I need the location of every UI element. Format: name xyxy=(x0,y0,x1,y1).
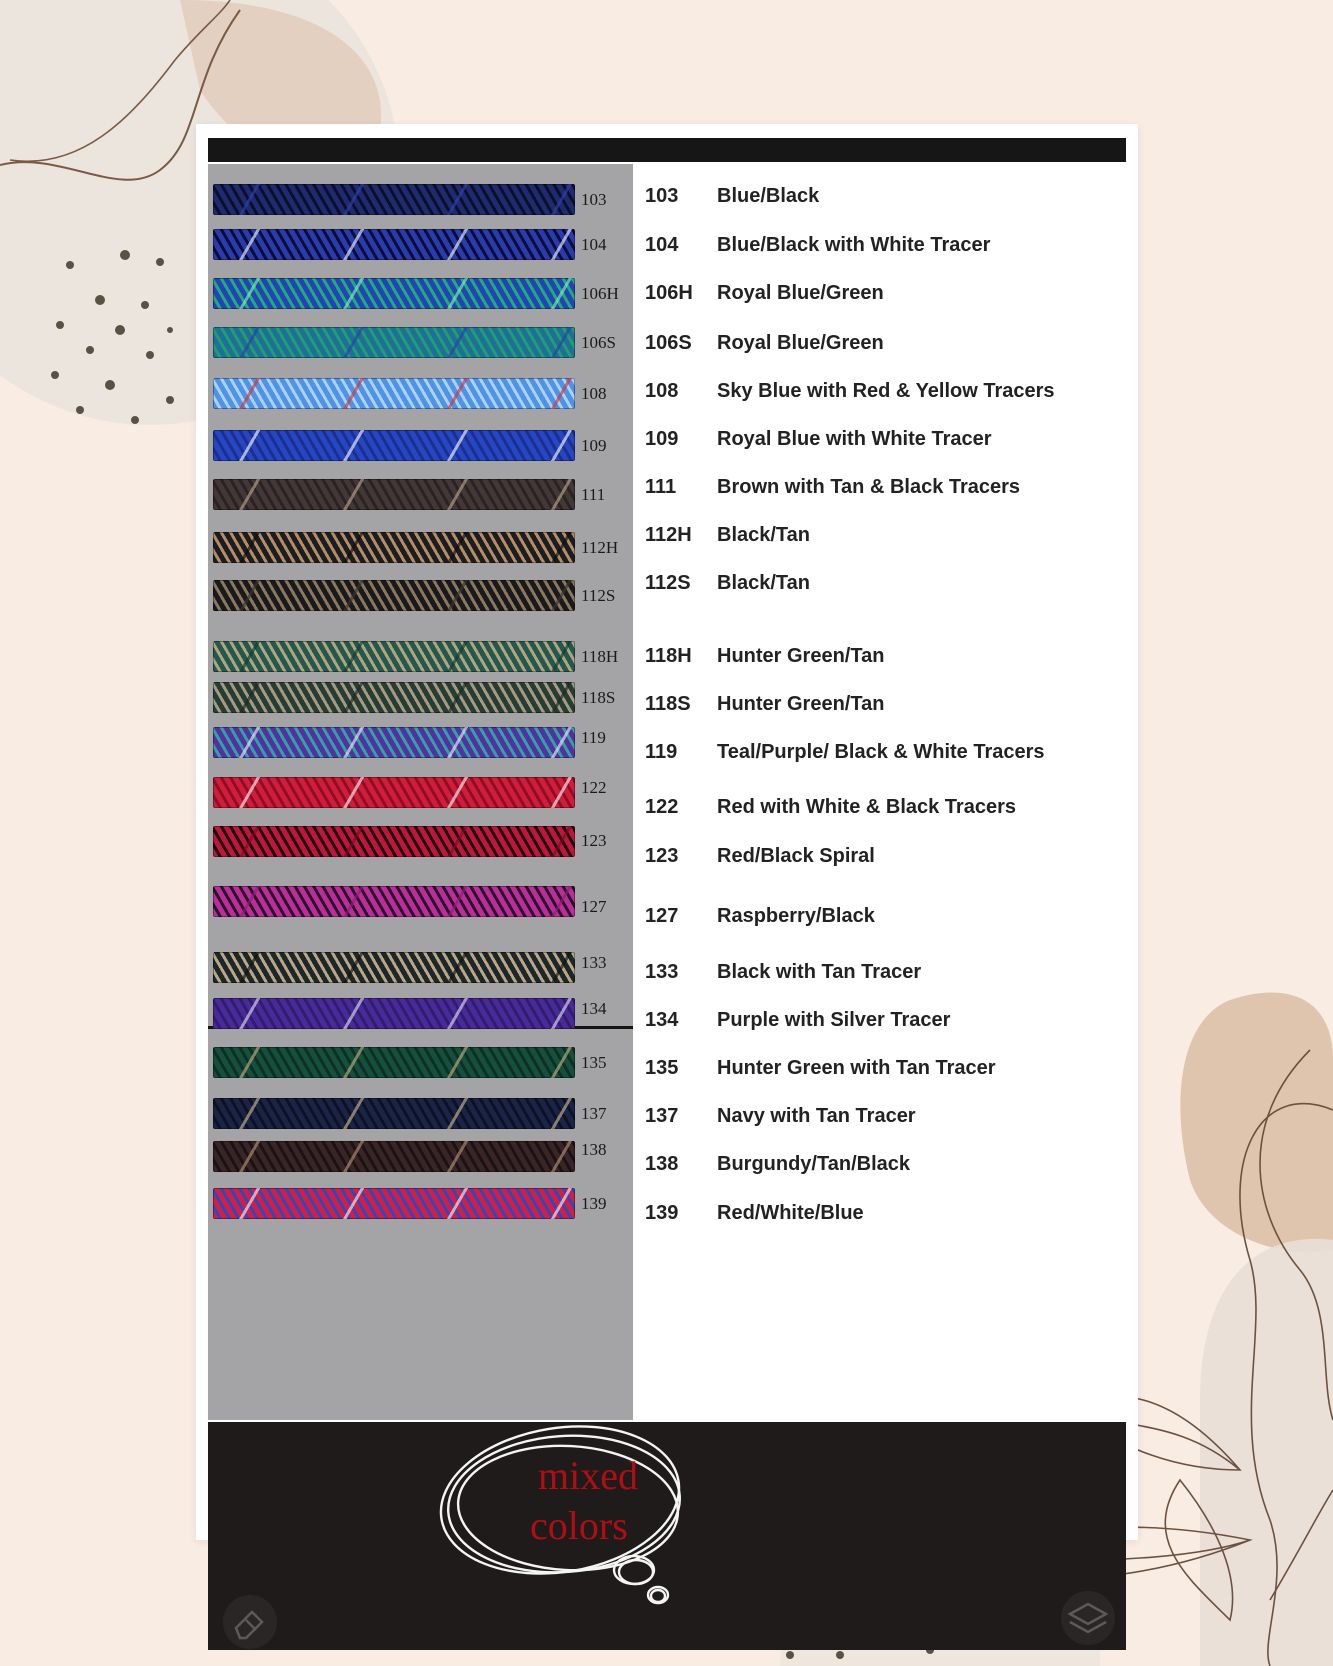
swatch-code-label: 138 xyxy=(581,1140,607,1159)
rope-tracer xyxy=(213,826,575,857)
rope-tracer xyxy=(213,1098,575,1129)
rope-tracer xyxy=(213,278,575,309)
top-bar xyxy=(208,138,1126,162)
rope-swatch xyxy=(213,580,575,611)
swatch-code-label: 109 xyxy=(581,436,607,455)
entry-color-name: Raspberry/Black xyxy=(717,905,875,927)
entry-color-name: Black with Tan Tracer xyxy=(717,961,922,983)
entry-color-name: Sky Blue with Red & Yellow Tracers xyxy=(717,380,1055,402)
swatch-code-label: 135 xyxy=(581,1053,607,1072)
entry-color-name: Hunter Green/Tan xyxy=(717,693,885,715)
entry-code: 112S xyxy=(645,572,691,594)
rope-tracer xyxy=(213,952,575,983)
swatch-code-label: 106S xyxy=(581,333,616,352)
rope-tracer xyxy=(213,1047,575,1078)
entry-color-name: Hunter Green with Tan Tracer xyxy=(717,1057,996,1079)
swatch-code-label: 111 xyxy=(581,485,606,504)
entry-color-name: Black/Tan xyxy=(717,572,810,594)
swatch-code-label: 119 xyxy=(581,728,606,747)
eraser-icon[interactable] xyxy=(222,1594,278,1650)
rope-swatch xyxy=(213,727,575,758)
entry-color-name: Hunter Green/Tan xyxy=(717,645,885,667)
rope-tracer xyxy=(213,641,575,672)
color-chart-card xyxy=(196,124,1138,1548)
swatch-code-label: 127 xyxy=(581,897,607,916)
rope-tracer xyxy=(213,1141,575,1172)
swatch-code-label: 112H xyxy=(581,538,619,557)
entry-color-name: Royal Blue with White Tracer xyxy=(717,428,992,450)
entry-code: 112H xyxy=(645,524,692,546)
bubble-line2: colors xyxy=(530,1503,628,1548)
rope-swatch xyxy=(213,278,575,309)
rope-tracer xyxy=(213,777,575,808)
entry-color-name: Blue/Black xyxy=(717,185,820,207)
color-chart xyxy=(208,164,1126,1420)
entry-code: 123 xyxy=(645,845,679,867)
entry-code: 122 xyxy=(645,796,679,818)
rope-swatch xyxy=(213,886,575,917)
entry-color-name: Burgundy/Tan/Black xyxy=(717,1153,910,1175)
entry-code: 104 xyxy=(645,234,679,256)
rope-tracer xyxy=(213,727,575,758)
swatch-code-label: 139 xyxy=(581,1194,607,1213)
entry-code: 118S xyxy=(645,693,691,715)
bubble-line1: mixed xyxy=(538,1453,638,1498)
rope-tracer xyxy=(213,378,575,409)
entry-code: 134 xyxy=(645,1009,679,1031)
rope-swatch xyxy=(213,1098,575,1129)
rope-swatch xyxy=(213,1141,575,1172)
entry-code: 139 xyxy=(645,1202,679,1224)
entry-code: 118H xyxy=(645,645,692,667)
swatch-code-label: 122 xyxy=(581,778,607,797)
entry-code: 106H xyxy=(645,282,693,304)
rope-tracer xyxy=(213,430,575,461)
entry-color-name: Red with White & Black Tracers xyxy=(717,796,1016,818)
entry-code: 119 xyxy=(645,741,678,763)
entry-code: 108 xyxy=(645,380,679,402)
swatch-code-label: 104 xyxy=(581,235,607,254)
entry-color-name: Teal/Purple/ Black & White Tracers xyxy=(717,741,1045,763)
rope-swatch xyxy=(213,430,575,461)
rope-tracer xyxy=(213,1188,575,1219)
rope-swatch xyxy=(213,777,575,808)
swatch-code-label: 106H xyxy=(581,284,619,303)
rope-swatch xyxy=(213,327,575,358)
entry-color-name: Blue/Black with White Tracer xyxy=(717,234,991,256)
swatch-code-label: 118H xyxy=(581,647,619,666)
rope-swatch xyxy=(213,682,575,713)
rope-swatch xyxy=(213,532,575,563)
entry-code: 127 xyxy=(645,905,679,927)
swatch-code-label: 137 xyxy=(581,1104,607,1123)
swatch-code-label: 112S xyxy=(581,586,616,605)
rope-tracer xyxy=(213,886,575,917)
entry-code: 135 xyxy=(645,1057,679,1079)
entry-code: 138 xyxy=(645,1153,679,1175)
entry-color-name: Royal Blue/Green xyxy=(717,332,884,354)
rope-tracer xyxy=(213,479,575,510)
rope-swatch xyxy=(213,184,575,215)
swatch-code-label: 118S xyxy=(581,688,616,707)
rope-swatch xyxy=(213,1047,575,1078)
entry-code: 137 xyxy=(645,1105,679,1127)
entry-code: 133 xyxy=(645,961,679,983)
rope-swatch xyxy=(213,1188,575,1219)
thought-bubble xyxy=(208,1422,1126,1650)
rope-swatch xyxy=(213,952,575,983)
entry-code: 109 xyxy=(645,428,679,450)
rope-tracer xyxy=(213,682,575,713)
entry-color-name: Royal Blue/Green xyxy=(717,282,884,304)
rope-swatch xyxy=(213,641,575,672)
rope-tracer xyxy=(213,184,575,215)
swatch-code-label: 134 xyxy=(581,999,607,1018)
rope-swatch xyxy=(213,378,575,409)
entry-code: 106S xyxy=(645,332,692,354)
rope-tracer xyxy=(213,580,575,611)
swatch-code-label: 133 xyxy=(581,953,607,972)
entry-code: 111 xyxy=(645,476,677,498)
layers-icon[interactable] xyxy=(1060,1590,1116,1646)
rope-tracer xyxy=(213,532,575,563)
swatch-code-label: 108 xyxy=(581,384,607,403)
rope-swatch xyxy=(213,479,575,510)
entry-color-name: Red/White/Blue xyxy=(717,1202,864,1224)
swatch-code-label: 103 xyxy=(581,190,607,209)
rope-tracer xyxy=(213,327,575,358)
rope-tracer xyxy=(213,229,575,260)
entry-color-name: Brown with Tan & Black Tracers xyxy=(717,476,1021,498)
footer-panel xyxy=(208,1422,1126,1650)
rope-swatch xyxy=(213,229,575,260)
rope-swatch xyxy=(213,998,575,1029)
entry-color-name: Navy with Tan Tracer xyxy=(717,1105,916,1127)
rope-swatch xyxy=(213,826,575,857)
entry-color-name: Purple with Silver Tracer xyxy=(717,1009,951,1031)
entry-code: 103 xyxy=(645,185,679,207)
rope-tracer xyxy=(213,998,575,1029)
swatch-code-label: 123 xyxy=(581,831,607,850)
entry-color-name: Black/Tan xyxy=(717,524,810,546)
entry-color-name: Red/Black Spiral xyxy=(717,845,875,867)
